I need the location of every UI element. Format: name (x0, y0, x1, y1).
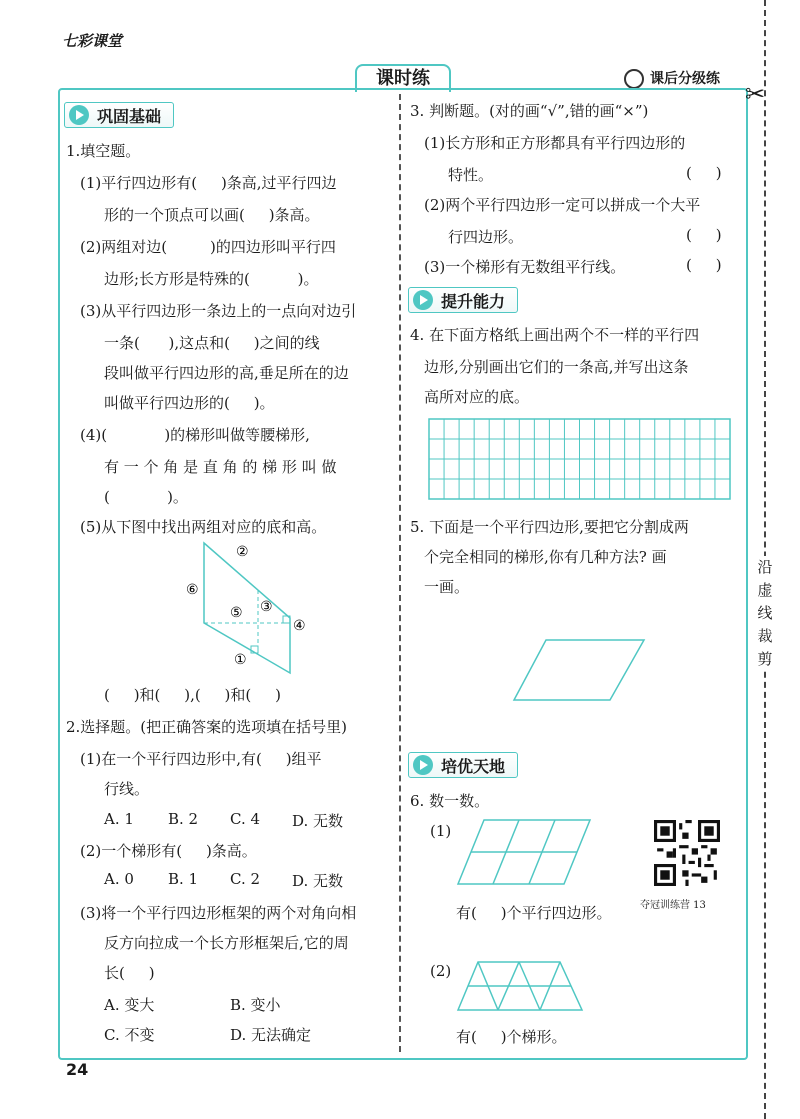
q3-1-line2: 特性。 (448, 166, 494, 184)
q3-1-line1: (1)长方形和正方形都具有平行四边形的 (424, 134, 686, 152)
label-4: ④ (293, 618, 306, 634)
q6-1-label: (1) (430, 822, 452, 840)
q1-4-line1: (4)( )的梯形叫做等腰梯形, (80, 426, 310, 444)
q1-3-line3: 段叫做平行四边形的高,垂足所在的边 (104, 364, 349, 382)
qr-code[interactable] (654, 820, 720, 886)
q2-2-line1: (2)一个梯形有( )条高。 (80, 842, 257, 860)
section-title: 提升能力 (441, 291, 506, 311)
q2-3-line3: 长( ) (104, 964, 155, 982)
q1-4-line2: 有 一 个 角 是 直 角 的 梯 形 叫 做 (104, 458, 337, 476)
section-header-improve (408, 287, 518, 313)
label-1: ① (234, 652, 247, 668)
section-header-basics (64, 102, 174, 128)
q1-3-line1: (3)从平行四边形一条边上的一点向对边引 (80, 302, 357, 320)
level-text: 课后分级练 (650, 71, 720, 87)
q5-line2: 个完全相同的梯形,你有几种方法? 画 (424, 548, 667, 566)
q1-3-line4: 叫做平行四边形的( )。 (104, 394, 275, 412)
q2-1-optC: C. 4 (230, 810, 261, 828)
q2-3-line1: (3)将一个平行四边形框架的两个对角向相 (80, 904, 357, 922)
parallelogram-figure (180, 538, 320, 678)
q3-3-line1: (3)一个梯形有无数组平行线。 (424, 258, 626, 276)
cut-char: 虚 (757, 581, 773, 599)
q1-3-line2: 一条( ),这点和( )之间的线 (104, 334, 320, 352)
question-2: 2.选择题。(把正确答案的选项填在括号里) (66, 718, 348, 736)
figure-parallelograms (456, 818, 596, 888)
q5-line1: 5. 下面是一个平行四边形,要把它分割成两 (410, 518, 689, 536)
q1-4-line3: ( )。 (104, 488, 188, 506)
grid-paper[interactable] (428, 418, 732, 500)
cut-char: 剪 (757, 650, 773, 668)
q4-line3: 高所对应的底。 (424, 388, 530, 406)
q5-line3: 一画。 (424, 578, 470, 596)
cut-char: 裁 (757, 627, 773, 645)
q1-5-answer: ( )和( ),( )和( ) (104, 686, 281, 704)
figure-outline (204, 543, 290, 673)
q3-1-answer-box[interactable]: ( ) (686, 164, 722, 182)
q6-2-answer: 有( )个梯形。 (456, 1028, 567, 1046)
parallelogram-to-split[interactable] (510, 636, 650, 706)
q2-3-optA: A. 变大 (104, 996, 155, 1014)
q3-2-line1: (2)两个平行四边形一定可以拼成一个大平 (424, 196, 701, 214)
q2-2-optC: C. 2 (230, 870, 261, 888)
label-3: ③ (260, 599, 273, 615)
q4-line1: 4. 在下面方格纸上画出两个不一样的平行四 (410, 326, 700, 344)
section-title: 巩固基础 (97, 106, 162, 126)
cut-char: 线 (757, 604, 773, 622)
page-title: 课时练 (355, 64, 451, 92)
label-2: ② (236, 544, 249, 560)
q1-1-line2: 形的一个顶点可以画( )条高。 (104, 206, 320, 224)
q1-2-line2: 边形;长方形是特殊的( )。 (104, 270, 319, 288)
q3-3-answer-box[interactable]: ( ) (686, 256, 722, 274)
q4-line2: 边形,分别画出它们的一条高,并写出这条 (424, 358, 689, 376)
section-title: 培优天地 (441, 756, 506, 776)
q2-1-optD: D. 无数 (292, 812, 344, 830)
q2-1-line2: 行线。 (104, 780, 150, 798)
q3-2-answer-box[interactable]: ( ) (686, 226, 722, 244)
level-label (624, 68, 720, 89)
clock-icon (624, 69, 644, 89)
q1-1-line1: (1)平行四边形有( )条高,过平行四边 (80, 174, 337, 192)
figure-trapezoids (456, 960, 596, 1016)
play-icon (413, 290, 433, 310)
column-divider (399, 94, 401, 1052)
q2-3-optC: C. 不变 (104, 1026, 155, 1044)
cut-char: 沿 (757, 558, 773, 576)
q3-2-line2: 行四边形。 (448, 228, 524, 246)
q2-1-optB: B. 2 (168, 810, 199, 828)
scissors-icon: ✂ (745, 80, 766, 108)
q1-5-line1: (5)从下图中找出两组对应的底和高。 (80, 518, 327, 536)
brand-logo: 七彩课堂 (62, 32, 123, 50)
q2-2-optA: A. 0 (104, 870, 134, 888)
q6-1-answer: 有( )个平行四边形。 (456, 904, 612, 922)
page-number: 24 (66, 1060, 89, 1079)
question-3: 3. 判断题。(对的画“√”,错的画“×”) (410, 102, 649, 120)
q1-2-line1: (2)两组对边( )的四边形叫平行四 (80, 238, 336, 256)
label-5: ⑤ (230, 605, 243, 621)
cut-instruction (754, 556, 776, 671)
q2-1-optA: A. 1 (104, 810, 134, 828)
q2-3-optD: D. 无法确定 (230, 1026, 312, 1044)
q2-1-line1: (1)在一个平行四边形中,有( )组平 (80, 750, 322, 768)
q2-2-optD: D. 无数 (292, 872, 344, 890)
q2-3-optB: B. 变小 (230, 996, 281, 1014)
play-icon (69, 105, 89, 125)
section-header-advanced (408, 752, 518, 778)
play-icon (413, 755, 433, 775)
q6-2-label: (2) (430, 962, 452, 980)
question-6: 6. 数一数。 (410, 792, 490, 810)
question-1: 1.填空题。 (66, 142, 141, 160)
q2-2-optB: B. 1 (168, 870, 199, 888)
qr-caption: 夺冠训练营 13 (640, 900, 706, 911)
q2-3-line2: 反方向拉成一个长方形框架后,它的周 (104, 934, 349, 952)
label-6: ⑥ (186, 582, 199, 598)
